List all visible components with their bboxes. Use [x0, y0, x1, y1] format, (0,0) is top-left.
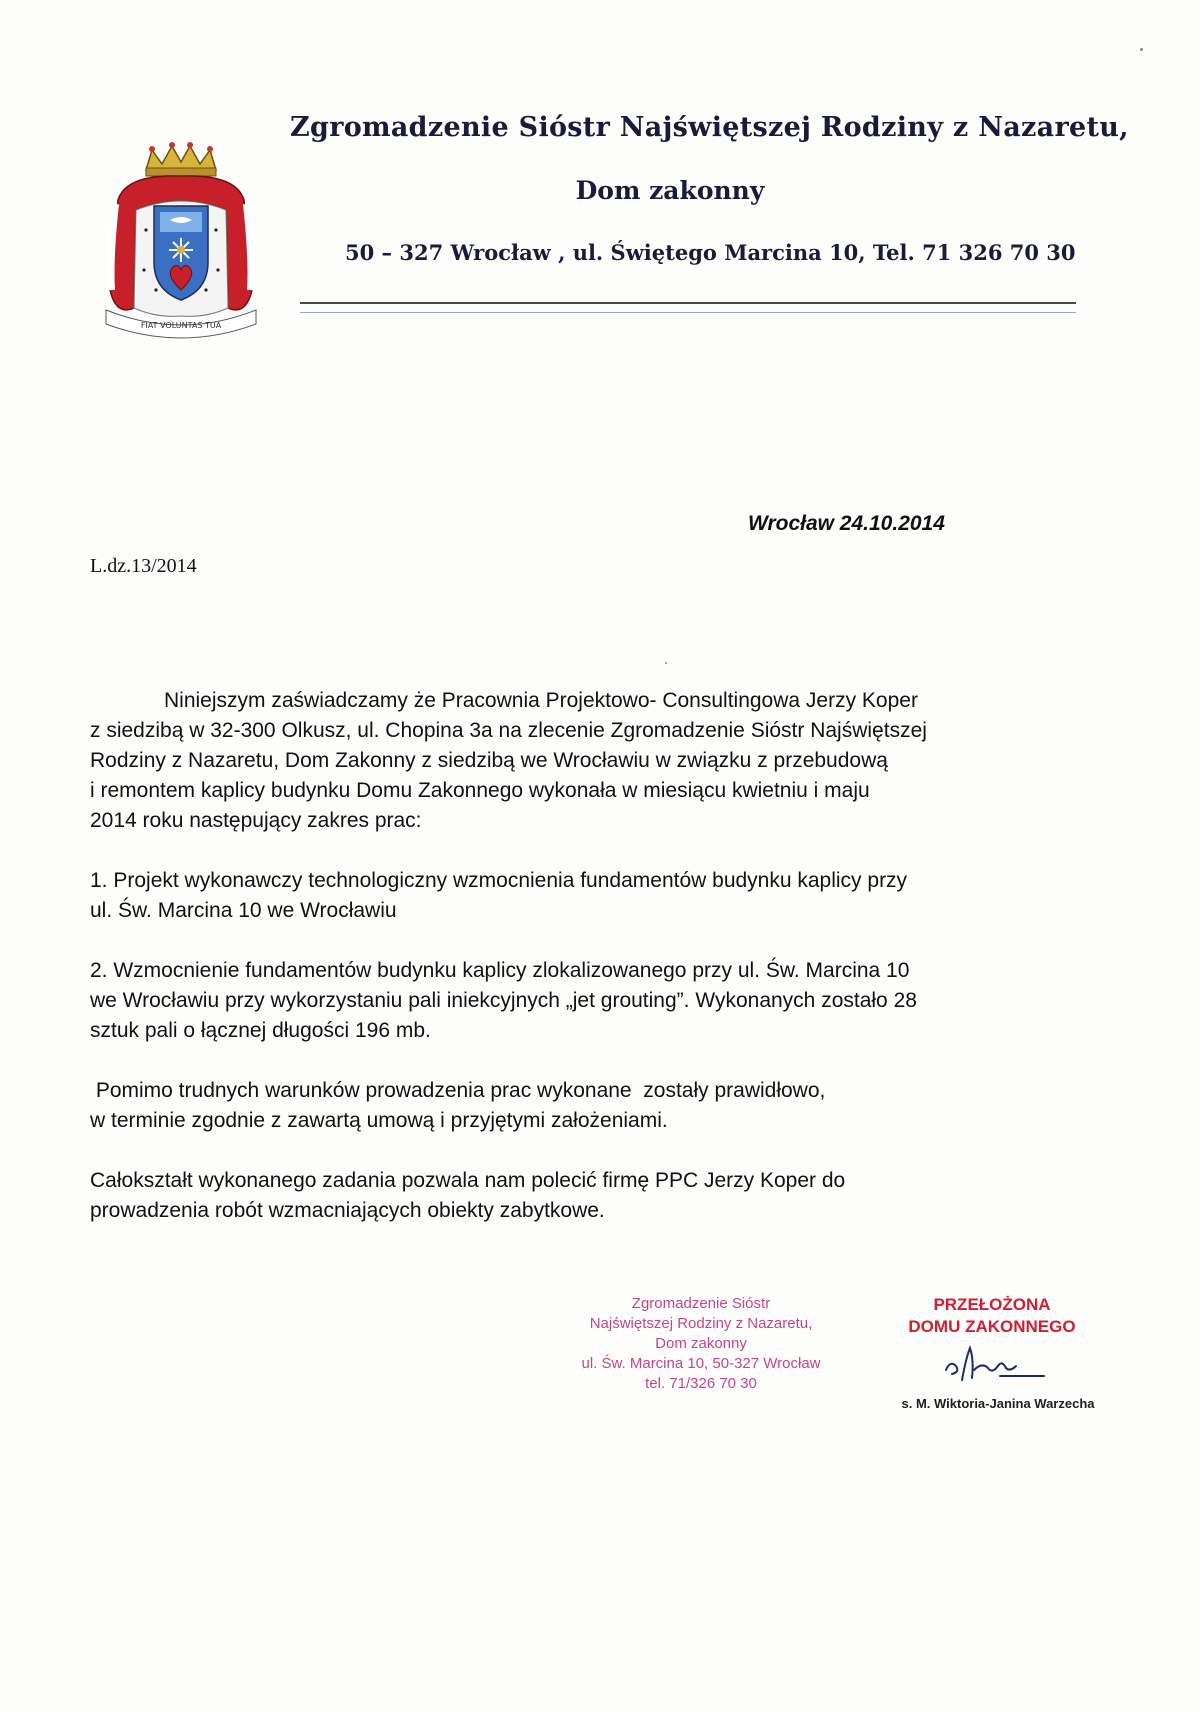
- stamp-title: DOMU ZAKONNEGO: [908, 1317, 1076, 1336]
- list-item-2: [90, 956, 1090, 1046]
- body-line: 1. Projekt wykonawczy technologiczny wzmocnienia fundamentów budynku kaplicy przy: [90, 869, 908, 892]
- body-line: 2014 roku następujący zakres prac:: [90, 809, 422, 832]
- handwritten-signature-icon: [940, 1340, 1050, 1386]
- institution-name: Zgromadzenie Sióstr Najświętszej Rodziny z Nazaretu,: [290, 112, 1129, 143]
- body-line: Pomimo trudnych warunków prowadzenia prac wykonane zostały prawidłowo,: [90, 1079, 826, 1102]
- institution-stamp: [556, 1294, 846, 1394]
- paragraph-assessment: [90, 1076, 1090, 1136]
- superior-name: s. M. Wiktoria-Janina Warzecha: [901, 1396, 1095, 1411]
- body-line: we Wrocławiu przy wykorzystaniu pali iniekcyjnych „jet grouting”. Wykonanych zostało 28: [90, 989, 917, 1012]
- body-line: ul. Św. Marcina 10 we Wrocławiu: [90, 899, 397, 922]
- stamp-line: Najświętszej Rodziny z Nazaretu,: [589, 1315, 813, 1332]
- body-line: 2. Wzmocnienie fundamentów budynku kaplicy zlokalizowanego przy ul. Św. Marcina 10: [90, 959, 910, 982]
- scan-speck: [1140, 48, 1143, 51]
- body-line: Niniejszym zaświadczamy że Pracownia Projektowo- Consultingowa Jerzy Koper: [164, 689, 918, 712]
- stamp-line: ul. Św. Marcina 10, 50-327 Wrocław: [581, 1355, 821, 1372]
- header-divider: [300, 302, 1076, 304]
- crest-motto: FIAT VOLUNTAS TUA: [140, 321, 222, 330]
- institution-address: 50 – 327 Wrocław , ul. Świętego Marcina 10, Tel. 71 326 70 30: [345, 240, 1076, 265]
- letter-date: Wrocław 24.10.2014: [748, 512, 945, 535]
- body-line: sztuk pali o łącznej długości 196 mb.: [90, 1019, 431, 1042]
- stamp-title: PRZEŁOŻONA: [933, 1295, 1051, 1314]
- stamp-line: Dom zakonny: [655, 1335, 747, 1352]
- stamp-line: Zgromadzenie Sióstr: [631, 1295, 771, 1312]
- scan-speck: [665, 662, 667, 664]
- body-line: Całokształt wykonanego zadania pozwala nam polecić firmę PPC Jerzy Koper do: [90, 1169, 846, 1192]
- letter-body: [90, 686, 1090, 1226]
- institution-subtitle: Dom zakonny: [575, 176, 765, 205]
- list-item-1: [90, 866, 1090, 926]
- body-line: prowadzenia robót wzmacniających obiekty zabytkowe.: [90, 1199, 605, 1222]
- body-line: Rodziny z Nazaretu, Dom Zakonny z siedzibą we Wrocławiu w związku z przebudową: [90, 749, 888, 772]
- stamp-line: tel. 71/326 70 30: [645, 1375, 757, 1392]
- body-line: w terminie zgodnie z zawartą umową i przyjętymi założeniami.: [90, 1109, 668, 1132]
- reference-number: L.dz.13/2014: [90, 555, 197, 577]
- paragraph-intro: [90, 686, 1090, 836]
- paragraph-recommendation: [90, 1166, 1090, 1226]
- superior-stamp: [862, 1294, 1122, 1338]
- body-line: z siedzibą w 32-300 Olkusz, ul. Chopina 3a na zlecenie Zgromadzenie Sióstr Najświętszej: [90, 719, 927, 742]
- coat-of-arms-icon: [96, 140, 266, 350]
- body-line: i remontem kaplicy budynku Domu Zakonnego wykonała w miesiącu kwietniu i maju: [90, 779, 870, 802]
- header-divider-thin: [300, 312, 1076, 313]
